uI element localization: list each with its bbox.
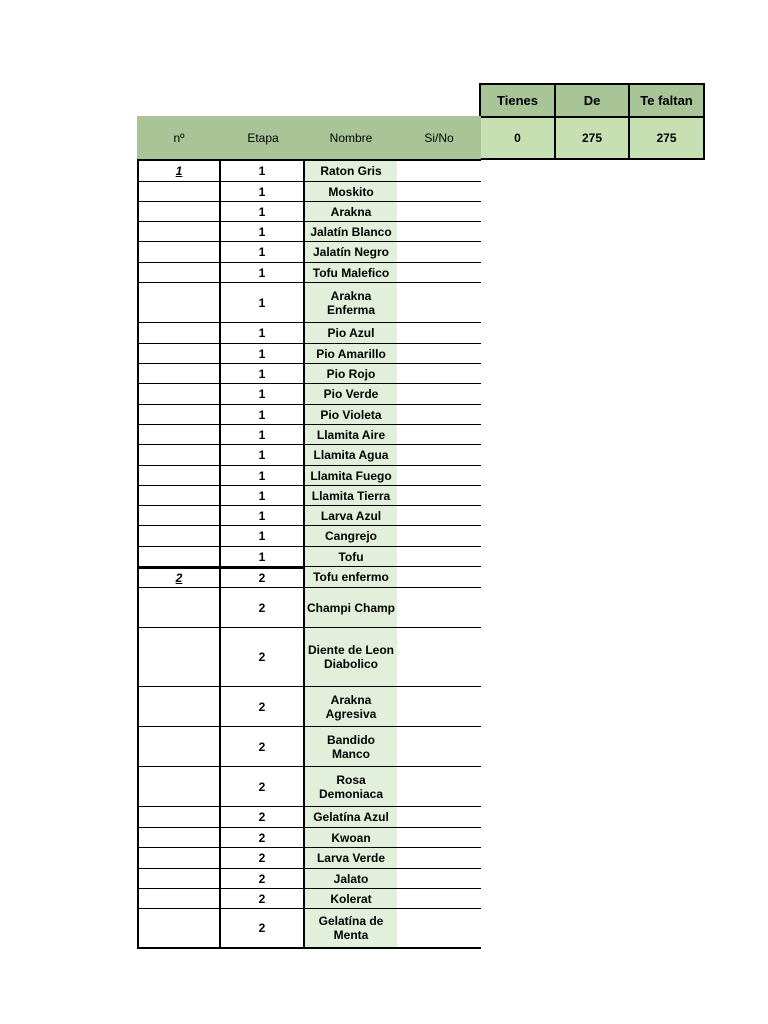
- table-row: [137, 547, 481, 567]
- table-row: [137, 425, 481, 445]
- table-body: [137, 161, 481, 949]
- row-number-cell[interactable]: [137, 687, 221, 727]
- row-number-cell[interactable]: [137, 807, 221, 828]
- etapa-cell[interactable]: 1: [221, 506, 305, 526]
- etapa-cell[interactable]: 2: [221, 848, 305, 869]
- monster-table: [137, 116, 481, 949]
- summary-header-row: [480, 84, 704, 117]
- sino-cell[interactable]: [397, 202, 481, 222]
- table-row: [137, 263, 481, 283]
- row-number-cell[interactable]: [137, 889, 221, 909]
- row-number-cell[interactable]: [137, 588, 221, 628]
- nombre-cell[interactable]: Gelatína de Menta: [305, 909, 397, 949]
- row-number-cell[interactable]: [137, 466, 221, 486]
- etapa-cell[interactable]: 1: [221, 182, 305, 202]
- etapa-cell[interactable]: 1: [221, 161, 305, 182]
- table-row: [137, 869, 481, 889]
- sino-cell[interactable]: [397, 506, 481, 526]
- nombre-cell[interactable]: Moskito: [305, 182, 397, 202]
- nombre-cell[interactable]: Kolerat: [305, 889, 397, 909]
- nombre-cell[interactable]: Arakna: [305, 202, 397, 222]
- etapa-cell[interactable]: 1: [221, 344, 305, 364]
- etapa-cell[interactable]: 1: [221, 222, 305, 242]
- nombre-cell[interactable]: Pio Amarillo: [305, 344, 397, 364]
- table-row: [137, 687, 481, 727]
- row-number-cell[interactable]: [137, 547, 221, 567]
- sino-cell[interactable]: [397, 628, 481, 687]
- etapa-cell[interactable]: 2: [221, 628, 305, 687]
- nombre-cell[interactable]: Bandido Manco: [305, 727, 397, 767]
- sino-cell[interactable]: [397, 848, 481, 869]
- tienes-value[interactable]: 0: [480, 117, 555, 159]
- sino-cell[interactable]: [397, 486, 481, 506]
- etapa-cell[interactable]: 2: [221, 687, 305, 727]
- sino-cell[interactable]: [397, 909, 481, 949]
- sino-cell[interactable]: [397, 807, 481, 828]
- nombre-cell[interactable]: Pio Violeta: [305, 405, 397, 425]
- table-row: [137, 344, 481, 364]
- column-header-n[interactable]: nº: [173, 130, 185, 145]
- table-row: [137, 588, 481, 628]
- table-row: [137, 161, 481, 182]
- nombre-cell[interactable]: Larva Azul: [305, 506, 397, 526]
- de-value[interactable]: 275: [555, 117, 629, 159]
- row-number-cell[interactable]: [137, 727, 221, 767]
- etapa-cell[interactable]: 2: [221, 807, 305, 828]
- nombre-cell[interactable]: Larva Verde: [305, 848, 397, 869]
- nombre-cell[interactable]: Jalatín Blanco: [305, 222, 397, 242]
- table-row: [137, 242, 481, 263]
- sino-cell[interactable]: [397, 344, 481, 364]
- etapa-cell[interactable]: 1: [221, 202, 305, 222]
- sino-cell[interactable]: [397, 425, 481, 445]
- sino-cell[interactable]: [397, 222, 481, 242]
- nombre-cell[interactable]: Kwoan: [305, 828, 397, 848]
- sino-cell[interactable]: [397, 687, 481, 727]
- nombre-cell[interactable]: Llamita Aire: [305, 425, 397, 445]
- sino-cell[interactable]: [397, 466, 481, 486]
- row-number-cell[interactable]: [137, 405, 221, 425]
- nombre-cell[interactable]: Jalato: [305, 869, 397, 889]
- nombre-cell[interactable]: Arakna Agresiva: [305, 687, 397, 727]
- column-header-etapa[interactable]: Etapa: [247, 130, 279, 145]
- etapa-cell[interactable]: 2: [221, 567, 305, 588]
- nombre-cell[interactable]: Rosa Demoniaca: [305, 767, 397, 807]
- row-number-cell[interactable]: [137, 182, 221, 202]
- column-header-nombre[interactable]: Nombre: [329, 130, 373, 145]
- row-number-cell[interactable]: [137, 628, 221, 687]
- nombre-cell[interactable]: Pio Rojo: [305, 364, 397, 384]
- tienes-header: Tienes: [480, 84, 555, 117]
- te-faltan-value[interactable]: 275: [629, 117, 704, 159]
- sino-cell[interactable]: [397, 727, 481, 767]
- nombre-cell[interactable]: Raton Gris: [305, 161, 397, 182]
- table-row: [137, 727, 481, 767]
- etapa-cell[interactable]: 1: [221, 323, 305, 344]
- row-number-cell[interactable]: [137, 425, 221, 445]
- table-row: [137, 909, 481, 949]
- row-number-cell[interactable]: [137, 526, 221, 547]
- etapa-cell[interactable]: 2: [221, 767, 305, 807]
- etapa-cell[interactable]: 1: [221, 466, 305, 486]
- te-faltan-header: Te faltan: [629, 84, 704, 117]
- sino-cell[interactable]: [397, 364, 481, 384]
- row-number-cell[interactable]: [137, 263, 221, 283]
- nombre-cell[interactable]: Diente de Leon Diabolico: [305, 628, 397, 687]
- table-row: [137, 828, 481, 848]
- sino-cell[interactable]: [397, 384, 481, 405]
- nombre-cell[interactable]: Llamita Tierra: [305, 486, 397, 506]
- nombre-cell[interactable]: Arakna Enferma: [305, 283, 397, 323]
- row-number-cell[interactable]: [137, 506, 221, 526]
- table-row: [137, 526, 481, 547]
- sino-cell[interactable]: [397, 588, 481, 628]
- row-number-cell[interactable]: [137, 364, 221, 384]
- table-row: [137, 182, 481, 202]
- row-number-cell[interactable]: 2: [137, 567, 221, 588]
- nombre-cell[interactable]: Tofu: [305, 547, 397, 567]
- column-header-row: [137, 116, 481, 161]
- sino-cell[interactable]: [397, 161, 481, 182]
- nombre-cell[interactable]: Llamita Fuego: [305, 466, 397, 486]
- sino-cell[interactable]: [397, 405, 481, 425]
- etapa-cell[interactable]: 1: [221, 425, 305, 445]
- etapa-cell[interactable]: 1: [221, 283, 305, 323]
- etapa-cell[interactable]: 2: [221, 869, 305, 889]
- nombre-cell[interactable]: Champi Champ: [305, 588, 397, 628]
- row-number-cell[interactable]: [137, 486, 221, 506]
- row-number-cell[interactable]: [137, 445, 221, 466]
- sino-cell[interactable]: [397, 526, 481, 547]
- sino-cell[interactable]: [397, 242, 481, 263]
- table-row: [137, 323, 481, 344]
- nombre-cell[interactable]: Pio Verde: [305, 384, 397, 405]
- nombre-cell[interactable]: Llamita Agua: [305, 445, 397, 466]
- nombre-cell[interactable]: Pio Azul: [305, 323, 397, 344]
- nombre-cell[interactable]: Jalatín Negro: [305, 242, 397, 263]
- row-number-cell[interactable]: [137, 242, 221, 263]
- sino-cell[interactable]: [397, 445, 481, 466]
- table-row: [137, 628, 481, 687]
- etapa-cell[interactable]: 1: [221, 364, 305, 384]
- etapa-cell[interactable]: 1: [221, 384, 305, 405]
- table-row: [137, 202, 481, 222]
- sino-cell[interactable]: [397, 567, 481, 588]
- sino-cell[interactable]: [397, 828, 481, 848]
- row-number-cell[interactable]: 1: [137, 161, 221, 182]
- row-number-cell[interactable]: [137, 323, 221, 344]
- row-number-cell[interactable]: [137, 828, 221, 848]
- etapa-cell[interactable]: 1: [221, 242, 305, 263]
- etapa-cell[interactable]: 2: [221, 727, 305, 767]
- etapa-cell[interactable]: 1: [221, 486, 305, 506]
- row-number-cell[interactable]: [137, 202, 221, 222]
- summary-value-row: [480, 117, 704, 159]
- row-number-cell[interactable]: [137, 283, 221, 323]
- table-row: [137, 364, 481, 384]
- etapa-cell[interactable]: 2: [221, 889, 305, 909]
- row-number-cell[interactable]: [137, 344, 221, 364]
- table-row: [137, 222, 481, 242]
- de-header: De: [555, 84, 629, 117]
- table-row: [137, 445, 481, 466]
- table-row: [137, 405, 481, 425]
- table-row: [137, 506, 481, 526]
- sino-cell[interactable]: [397, 323, 481, 344]
- row-number-cell[interactable]: [137, 222, 221, 242]
- sino-cell[interactable]: [397, 767, 481, 807]
- table-row: [137, 807, 481, 828]
- table-row: [137, 466, 481, 486]
- table-row: [137, 283, 481, 323]
- sino-cell[interactable]: [397, 869, 481, 889]
- row-number-cell[interactable]: [137, 869, 221, 889]
- nombre-cell[interactable]: Tofu enfermo: [305, 567, 397, 588]
- row-number-cell[interactable]: [137, 767, 221, 807]
- etapa-cell[interactable]: 1: [221, 445, 305, 466]
- nombre-cell[interactable]: Cangrejo: [305, 526, 397, 547]
- table-row: [137, 486, 481, 506]
- row-number-cell[interactable]: [137, 909, 221, 949]
- etapa-cell[interactable]: 2: [221, 828, 305, 848]
- sino-cell[interactable]: [397, 263, 481, 283]
- sino-cell[interactable]: [397, 283, 481, 323]
- sino-cell[interactable]: [397, 889, 481, 909]
- table-row: [137, 384, 481, 405]
- table-row: [137, 567, 481, 588]
- row-number-cell[interactable]: [137, 848, 221, 869]
- table-row: [137, 848, 481, 869]
- sino-cell[interactable]: [397, 547, 481, 567]
- summary-table: [479, 83, 705, 160]
- sino-cell[interactable]: [397, 182, 481, 202]
- etapa-cell[interactable]: 1: [221, 547, 305, 567]
- etapa-cell[interactable]: 1: [221, 263, 305, 283]
- row-number-cell[interactable]: [137, 384, 221, 405]
- table-row: [137, 889, 481, 909]
- nombre-cell[interactable]: Tofu Malefico: [305, 263, 397, 283]
- table-row: [137, 767, 481, 807]
- column-header-sino[interactable]: Si/No: [424, 130, 454, 145]
- etapa-cell[interactable]: 1: [221, 526, 305, 547]
- etapa-cell[interactable]: 2: [221, 588, 305, 628]
- etapa-cell[interactable]: 2: [221, 909, 305, 949]
- etapa-cell[interactable]: 1: [221, 405, 305, 425]
- nombre-cell[interactable]: Gelatína Azul: [305, 807, 397, 828]
